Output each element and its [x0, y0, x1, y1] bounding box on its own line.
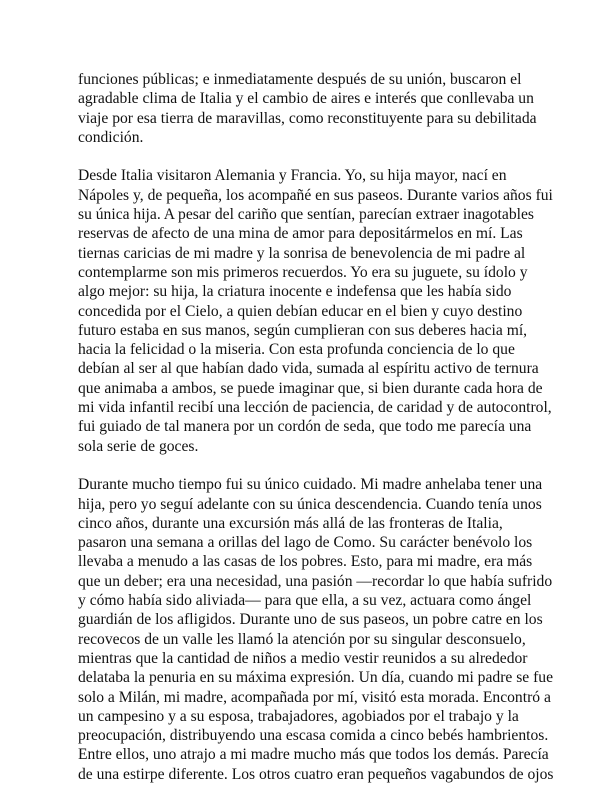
text-line: solo a Milán, mi madre, acompañada por mí, visitó esta morada. Encontró a — [78, 688, 551, 706]
text-line: contemplarme son mis primeros recuerdos. Yo era su juguete, su ídolo y — [78, 263, 528, 281]
document-page — [78, 70, 554, 803]
text-line: hija, pero yo seguí adelante con su única descendencia. Cuando tenía unos — [78, 495, 542, 513]
text-line: futuro estaba en sus manos, según cumplieran con sus deberes hacia mí, — [78, 321, 528, 339]
text-line: sola serie de goces. — [78, 437, 199, 455]
text-line: preocupación, distribuyendo una escasa comida a cinco bebés hambrientos. — [78, 727, 549, 745]
text-line: fui guiado de tal manera por un cordón de seda, que todo me parecía una — [78, 418, 532, 436]
text-line: algo mejor: su hija, la criatura inocente e indefensa que les había sido — [78, 283, 512, 301]
text-line: de una estirpe diferente. Los otros cuatro eran pequeños vagabundos de ojos — [78, 765, 554, 783]
text-line: su única hija. A pesar del cariño que sentían, parecían extraer inagotables — [78, 206, 534, 224]
text-line: concedida por el Cielo, a quien debían educar en el bien y cuyo destino — [78, 302, 523, 320]
text-line: hacia la felicidad o la miseria. Con esta profunda conciencia de lo que — [78, 341, 515, 359]
text-line: tiernas caricias de mi madre y la sonrisa de benevolencia de mi padre al — [78, 244, 526, 262]
text-line: Durante mucho tiempo fui su único cuidado. Mi madre anhelaba tener una — [78, 476, 543, 494]
text-line: agradable clima de Italia y el cambio de aires e interés que conllevaba un — [78, 90, 534, 108]
text-line: funciones públicas; e inmediatamente después de su unión, buscaron el — [78, 71, 522, 88]
text-line: que animaba a ambos, se puede imaginar que, si bien durante cada hora de — [78, 379, 543, 397]
text-line: cinco años, durante una excursión más allá de las fronteras de Italia, — [78, 514, 503, 532]
text-line: Desde Italia visitaron Alemania y Francia. Yo, su hija mayor, nací en — [78, 167, 507, 185]
paragraph-2 — [78, 166, 553, 455]
text-line: recovecos de un valle les llamó la atención por su singular desconsuelo, — [78, 630, 526, 648]
text-line: pasaron una semana a orillas del lago de Como. Su carácter benévolo los — [78, 534, 533, 552]
paragraph-3 — [78, 475, 554, 784]
text-line: un campesino y a su esposa, trabajadores, agobiados por el trabajo y la — [78, 707, 519, 725]
text-line: mi vida infantil recibí una lección de paciencia, de caridad y de autocontrol, — [78, 399, 552, 417]
text-line: llevaba a menudo a las casas de los pobres. Esto, para mi madre, era más — [78, 553, 533, 571]
paragraph-1 — [78, 70, 537, 147]
text-line: reservas de afecto de una mina de amor para depositármelos en mí. Las — [78, 225, 523, 243]
text-line: Nápoles y, de pequeña, los acompañé en sus paseos. Durante varios años fui — [78, 186, 553, 204]
text-line: debían al ser al que habían dado vida, sumada al espíritu activo de ternura — [78, 360, 539, 378]
text-line: guardián de los afligidos. Durante uno de sus paseos, un pobre catre en los — [78, 611, 543, 629]
text-line: que un deber; era una necesidad, una pasión —recordar lo que había sufrido — [78, 572, 553, 590]
text-line: Entre ellos, uno atrajo a mi madre mucho más que todos los demás. Parecía — [78, 746, 549, 764]
text-line: condición. — [78, 128, 144, 146]
text-line: mientras que la cantidad de niños a medio vestir reunidos a su alrededor — [78, 649, 528, 667]
text-line: delataba la penuria en su máxima expresión. Un día, cuando mi padre se fue — [78, 669, 554, 687]
text-line: viaje por esa tierra de maravillas, como reconstituyente para su debilitada — [78, 109, 537, 127]
text-line: y cómo había sido aliviada— para que ella, a su vez, actuara como ángel — [78, 592, 532, 610]
